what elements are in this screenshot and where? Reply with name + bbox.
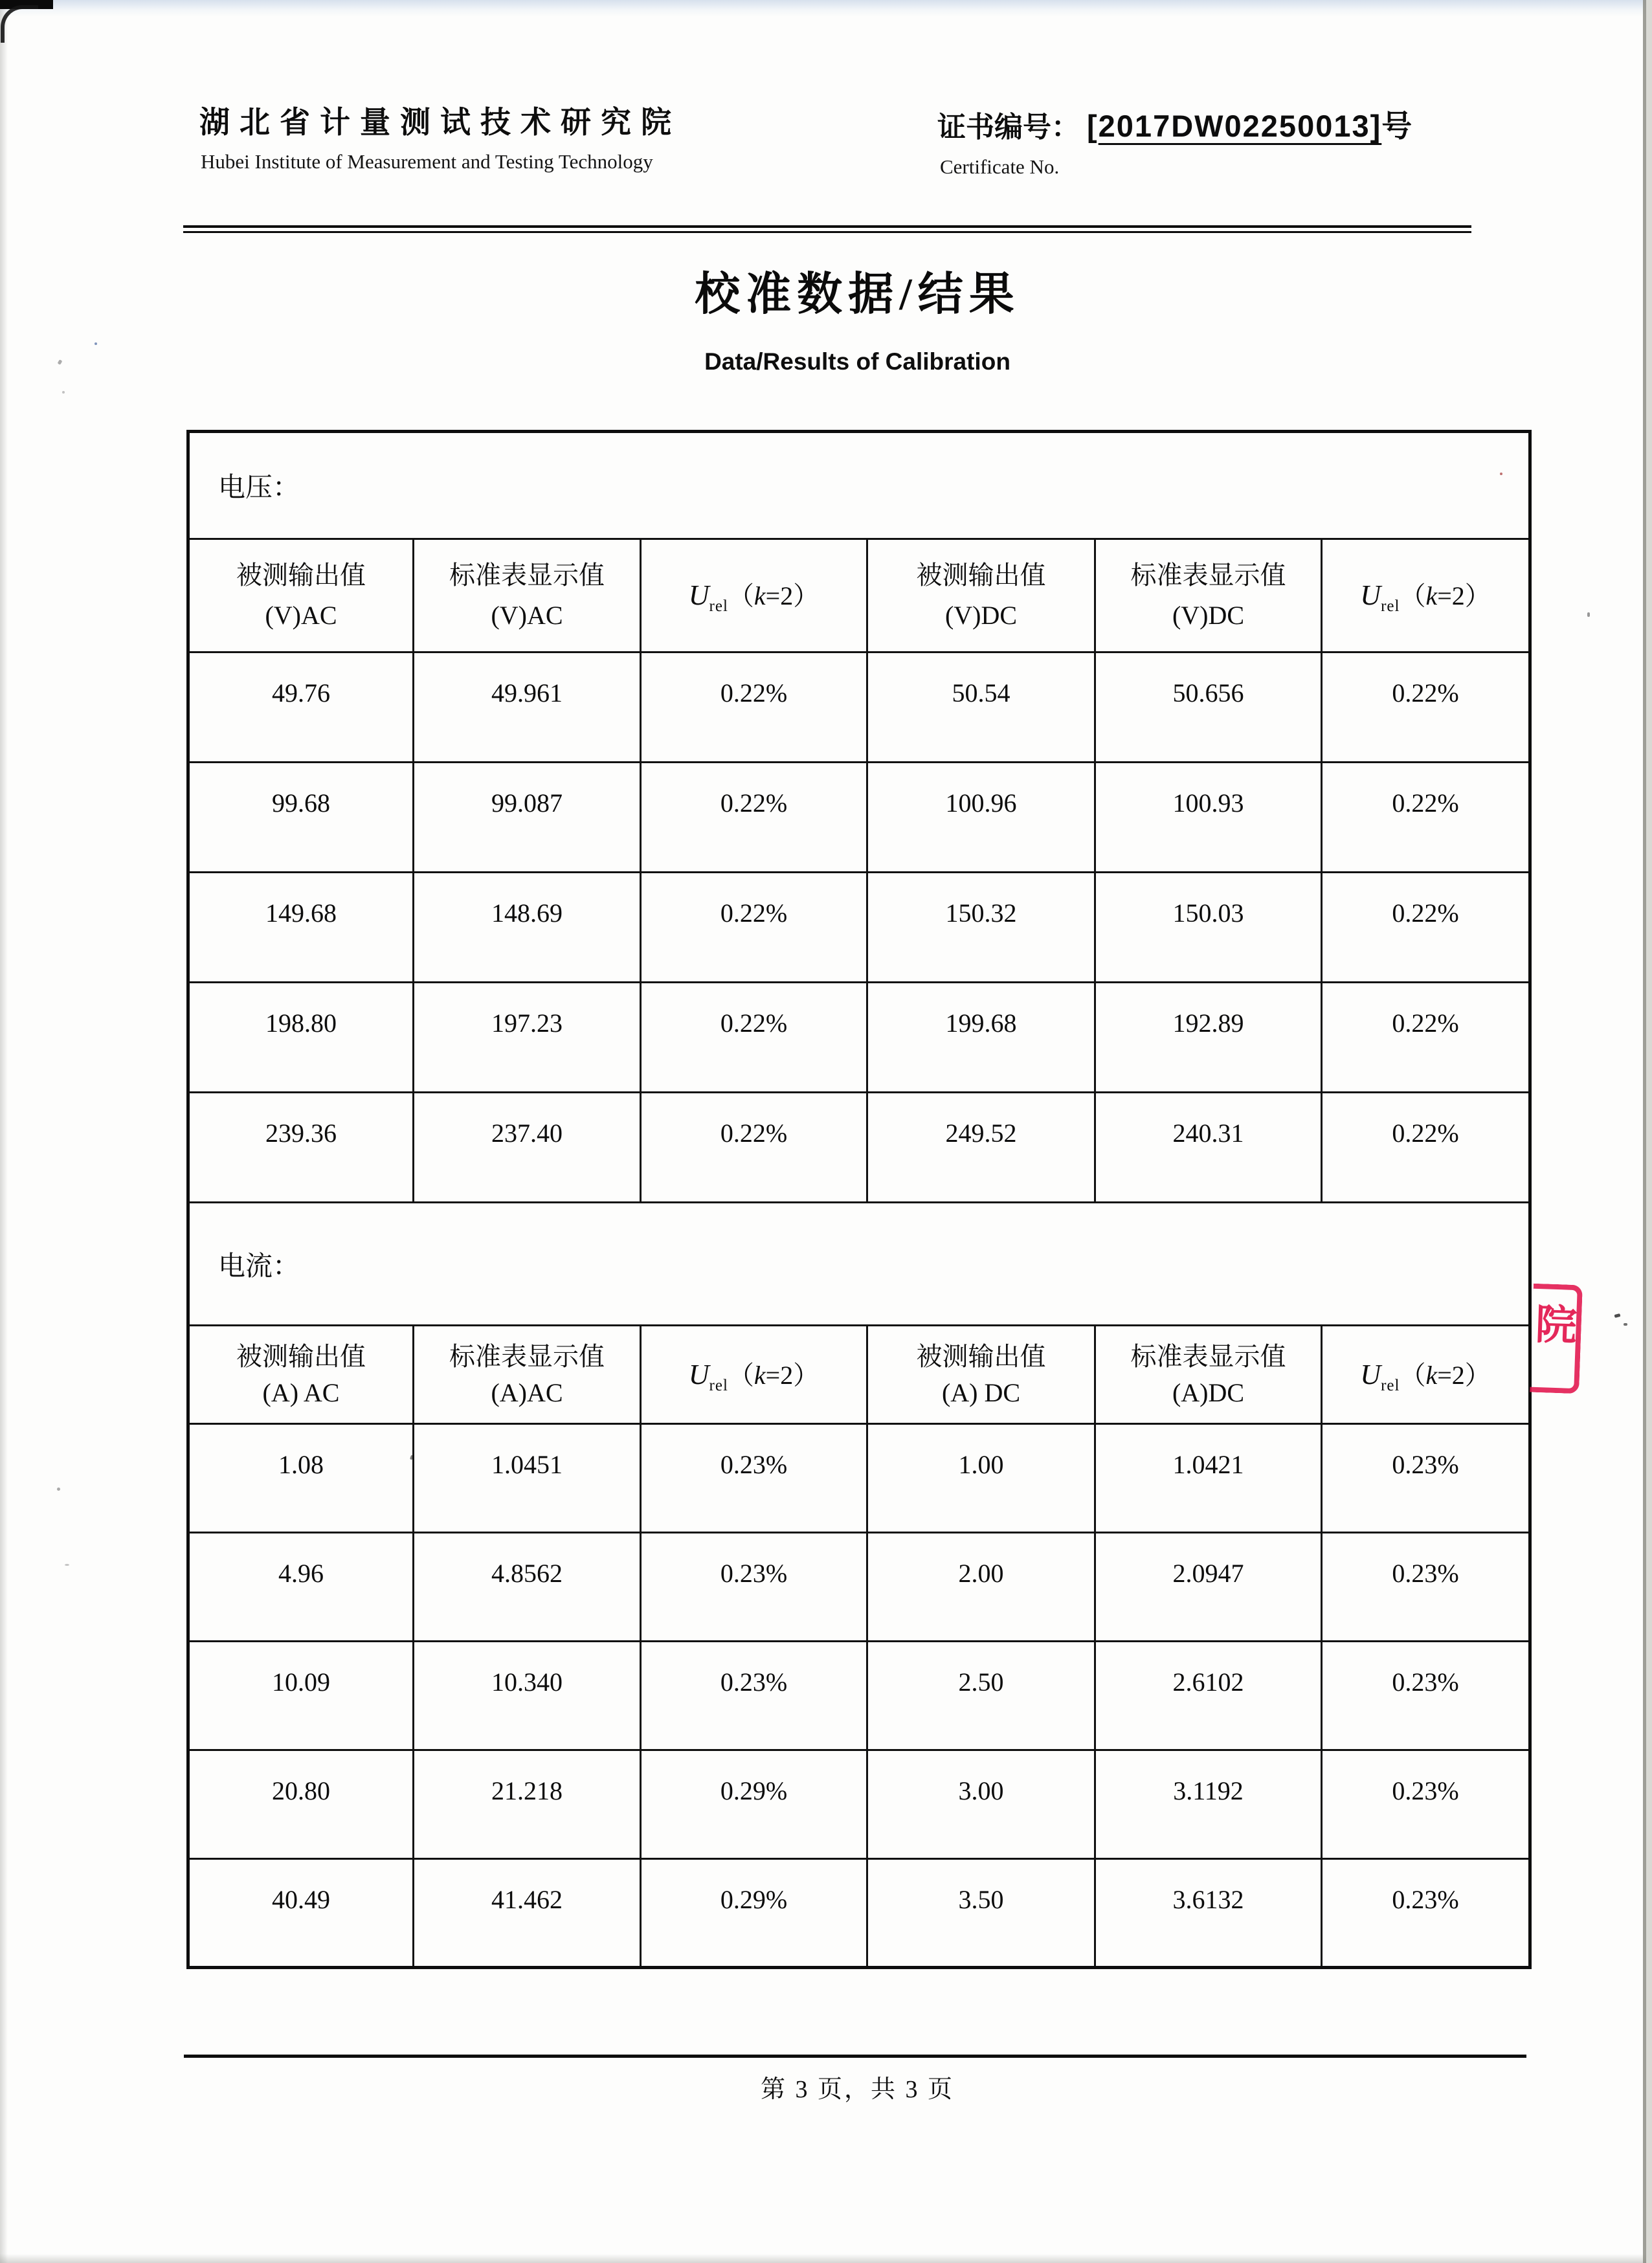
current-cell: 1.08 bbox=[188, 1424, 414, 1533]
current-cell: 0.23% bbox=[641, 1533, 867, 1642]
voltage-cell: 49.76 bbox=[188, 652, 414, 763]
voltage-cell: 149.68 bbox=[188, 873, 414, 983]
current-data-row bbox=[188, 1533, 1530, 1642]
current-section-label: 电流： bbox=[188, 1203, 1530, 1326]
current-cell: 2.00 bbox=[867, 1533, 1095, 1642]
voltage-cell: 99.087 bbox=[414, 763, 641, 873]
institute-name-en: Hubei Institute of Measurement and Testing Technology bbox=[201, 150, 653, 173]
voltage-cell: 99.68 bbox=[188, 763, 414, 873]
current-cell: 10.340 bbox=[414, 1642, 641, 1750]
voltage-cell: 0.22% bbox=[1322, 873, 1530, 983]
voltage-cell: 150.03 bbox=[1095, 873, 1322, 983]
voltage-header-cell: 标准表显示值 (V)AC bbox=[414, 539, 641, 652]
page-number: 第 3 页，共 3 页 bbox=[760, 2076, 954, 2103]
urel-header-cell: $U_{rel}(k=2)$ bbox=[641, 539, 867, 652]
voltage-cell: 49.961 bbox=[414, 652, 641, 763]
scan-edge-bottom bbox=[0, 2254, 1652, 2263]
voltage-data-row bbox=[188, 1093, 1530, 1203]
current-header-cell: 标准表显示值 (A)DC bbox=[1095, 1326, 1322, 1424]
voltage-cell: 192.89 bbox=[1095, 983, 1322, 1093]
current-cell: 20.80 bbox=[188, 1750, 414, 1859]
urel-header-cell: $U_{rel}(k=2)$ bbox=[1322, 1326, 1530, 1424]
scan-speck bbox=[57, 1488, 60, 1491]
current-cell: 0.23% bbox=[1322, 1533, 1530, 1642]
header-rule-top bbox=[183, 225, 1471, 228]
scan-speck bbox=[65, 1564, 69, 1566]
certificate-number-label: 证书编号： bbox=[937, 111, 1080, 143]
voltage-cell: 198.80 bbox=[188, 983, 414, 1093]
current-cell: 3.6132 bbox=[1095, 1859, 1322, 1968]
footer-rule bbox=[184, 2055, 1526, 2058]
current-cell: 1.0421 bbox=[1095, 1424, 1322, 1533]
voltage-header-cell: 被测输出值 (V)DC bbox=[867, 539, 1095, 652]
voltage-cell: 0.22% bbox=[641, 763, 867, 873]
current-cell: 41.462 bbox=[414, 1859, 641, 1968]
voltage-header-row bbox=[188, 539, 1530, 652]
scan-speck bbox=[95, 342, 97, 345]
voltage-cell: 0.22% bbox=[641, 983, 867, 1093]
voltage-header-cell: 被测输出值 (V)AC bbox=[188, 539, 414, 652]
urel-header-cell: $U_{rel}(k=2)$ bbox=[641, 1326, 867, 1424]
certificate-number-line bbox=[937, 102, 1413, 146]
current-cell: 3.1192 bbox=[1095, 1750, 1322, 1859]
current-data-row bbox=[188, 1424, 1530, 1533]
voltage-cell: 148.69 bbox=[414, 873, 641, 983]
voltage-cell: 199.68 bbox=[867, 983, 1095, 1093]
red-seal-character: 院 bbox=[1534, 1300, 1578, 1350]
voltage-section-row bbox=[188, 432, 1530, 539]
voltage-cell: 237.40 bbox=[414, 1093, 641, 1203]
institute-name-cn: 湖北省计量测试技术研究院 bbox=[199, 105, 681, 139]
voltage-data-row bbox=[188, 763, 1530, 873]
current-cell: 0.23% bbox=[641, 1424, 867, 1533]
voltage-header-cell: 标准表显示值 (V)DC bbox=[1095, 539, 1322, 652]
current-section-row bbox=[188, 1203, 1530, 1326]
current-cell: 0.23% bbox=[1322, 1642, 1530, 1750]
scan-speck bbox=[1614, 1313, 1621, 1318]
current-cell: 10.09 bbox=[188, 1642, 414, 1750]
current-cell: 0.23% bbox=[1322, 1859, 1530, 1968]
current-cell: 0.29% bbox=[641, 1859, 867, 1968]
scan-speck bbox=[58, 359, 63, 365]
voltage-cell: 249.52 bbox=[867, 1093, 1095, 1203]
voltage-cell: 0.22% bbox=[1322, 1093, 1530, 1203]
voltage-cell: 100.96 bbox=[867, 763, 1095, 873]
certificate-number-label-en: Certificate No. bbox=[940, 155, 1060, 178]
current-cell: 40.49 bbox=[188, 1859, 414, 1968]
voltage-cell: 150.32 bbox=[867, 873, 1095, 983]
voltage-data-row bbox=[188, 983, 1530, 1093]
voltage-cell: 239.36 bbox=[188, 1093, 414, 1203]
voltage-cell: 197.23 bbox=[414, 983, 641, 1093]
page-title-en: Data/Results of Calibration bbox=[704, 348, 1010, 375]
current-header-cell: 被测输出值 (A) AC bbox=[188, 1326, 414, 1424]
scan-edge-top bbox=[0, 0, 1652, 17]
voltage-data-row bbox=[188, 873, 1530, 983]
current-cell: 0.23% bbox=[1322, 1750, 1530, 1859]
urel-header-cell: $U_{rel}(k=2)$ bbox=[1322, 539, 1530, 652]
current-cell: 4.8562 bbox=[414, 1533, 641, 1642]
current-header-cell: 标准表显示值 (A)AC bbox=[414, 1326, 641, 1424]
current-cell: 2.0947 bbox=[1095, 1533, 1322, 1642]
voltage-cell: 0.22% bbox=[1322, 652, 1530, 763]
current-cell: 0.23% bbox=[641, 1642, 867, 1750]
voltage-cell: 0.22% bbox=[641, 873, 867, 983]
voltage-section-label: 电压： bbox=[188, 432, 1530, 539]
calibration-table bbox=[186, 430, 1532, 1969]
current-cell: 0.23% bbox=[1322, 1424, 1530, 1533]
voltage-cell: 0.22% bbox=[641, 1093, 867, 1203]
current-cell: 2.6102 bbox=[1095, 1642, 1322, 1750]
current-cell: 1.0451 bbox=[414, 1424, 641, 1533]
current-header-cell: 被测输出值 (A) DC bbox=[867, 1326, 1095, 1424]
scan-edge-right bbox=[1646, 0, 1652, 2263]
current-data-row bbox=[188, 1750, 1530, 1859]
current-cell: 3.50 bbox=[867, 1859, 1095, 1968]
current-cell: 3.00 bbox=[867, 1750, 1095, 1859]
voltage-cell: 0.22% bbox=[1322, 763, 1530, 873]
current-cell: 4.96 bbox=[188, 1533, 414, 1642]
page-title-cn: 校准数据/结果 bbox=[695, 270, 1020, 320]
voltage-cell: 240.31 bbox=[1095, 1093, 1322, 1203]
voltage-cell: 0.22% bbox=[1322, 983, 1530, 1093]
voltage-cell: 100.93 bbox=[1095, 763, 1322, 873]
voltage-cell: 50.656 bbox=[1095, 652, 1322, 763]
current-data-row bbox=[188, 1859, 1530, 1968]
current-header-row bbox=[188, 1326, 1530, 1424]
certificate-number-value: [2017DW02250013]号 bbox=[1087, 109, 1414, 143]
scan-edge-right-line bbox=[1643, 0, 1646, 2263]
current-cell: 21.218 bbox=[414, 1750, 641, 1859]
current-cell: 1.00 bbox=[867, 1424, 1095, 1533]
scan-edge-left bbox=[0, 0, 8, 2263]
voltage-data-row bbox=[188, 652, 1530, 763]
header-rule-bottom bbox=[183, 231, 1471, 233]
voltage-cell: 50.54 bbox=[867, 652, 1095, 763]
scan-speck bbox=[62, 391, 65, 394]
scan-speck bbox=[1624, 1323, 1627, 1326]
current-cell: 0.29% bbox=[641, 1750, 867, 1859]
current-cell: 2.50 bbox=[867, 1642, 1095, 1750]
current-data-row bbox=[188, 1642, 1530, 1750]
scan-speck bbox=[1587, 612, 1590, 617]
voltage-cell: 0.22% bbox=[641, 652, 867, 763]
